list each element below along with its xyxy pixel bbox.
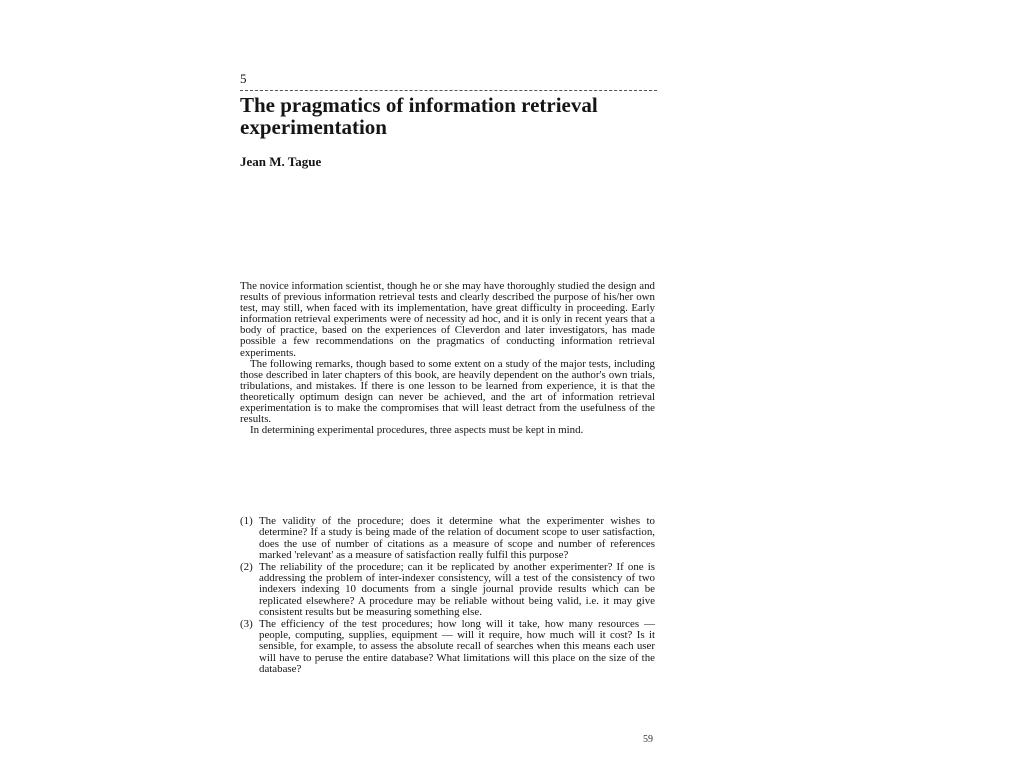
chapter-heading-rule: [240, 90, 657, 91]
aspect-text: The validity of the procedure; does it determine what the experimenter wishes to determine? If a study is being made of the relation of document scope to user satisfaction, does the use of number of citations as a measure of scope and number of references marked 'relevant' as a measure of satisfaction really fulfil this purpose?: [259, 515, 655, 562]
chapter-number: 5: [240, 71, 247, 86]
aspect-number: (2): [240, 560, 253, 573]
aspect-item-validity: [240, 516, 655, 562]
aspect-number: (3): [240, 617, 253, 630]
chapter-author: Jean M. Tague: [240, 154, 322, 169]
paragraph-remarks: The following remarks, though based to some extent on a study of the major tests, including those described in later chapters of this book, are heavily dependent on the author's own trials, tribulations, and mistakes. If there is one lesson to be learned from experience, it is that the theoretically optimum design can never be achieved, and the art of information retrieval experimentation is to make the compromises that will least detract from the usefulness of the results.: [240, 357, 655, 426]
aspect-item-reliability: [240, 562, 655, 619]
aspect-item-efficiency: [240, 619, 655, 676]
paragraph-intro: The novice information scientist, though he or she may have thoroughly studied the design and results of previous information retrieval tests and clearly described the purpose of his/her own test, may still, when faced with its implementation, have great difficulty in proceeding. Early information retrieval experiments were of necessity ad hoc, and it is only in recent years that a body of practice, based on the experiences of Cleverdon and later investigators, has made possible a few recommendations on the pragmatics of conducting information retrieval experiments.: [240, 280, 655, 359]
aspects-list: [240, 516, 655, 676]
aspect-text: The reliability of the procedure; can it be replicated by another experimenter? If one is addressing the problem of inter-indexer consistency, will a test of the consistency of two indexers indexing 10 documents from a single journal provide results which can be replicated elsewhere? A procedure may be reliable without being valid, i.e. it may give consistent results but be measuring something else.: [259, 560, 655, 619]
chapter-title: The pragmatics of information retrieval experimentation: [240, 93, 598, 139]
chapter-body: [240, 281, 655, 436]
paragraph-aspects-lead: In determining experimental procedures, three aspects must be kept in mind.: [250, 424, 584, 437]
page-number: 59: [643, 734, 653, 745]
aspect-number: (1): [240, 515, 253, 527]
aspect-text: The efficiency of the test procedures; how long will it take, how many resources — people, computing, supplies, equipment — will it require, how much will it cost? Is it sensible, for example, to assess the absolute recall of searches when this means each user will have to peruse the entire database? What limitations will this place on the size of the database?: [259, 617, 655, 676]
